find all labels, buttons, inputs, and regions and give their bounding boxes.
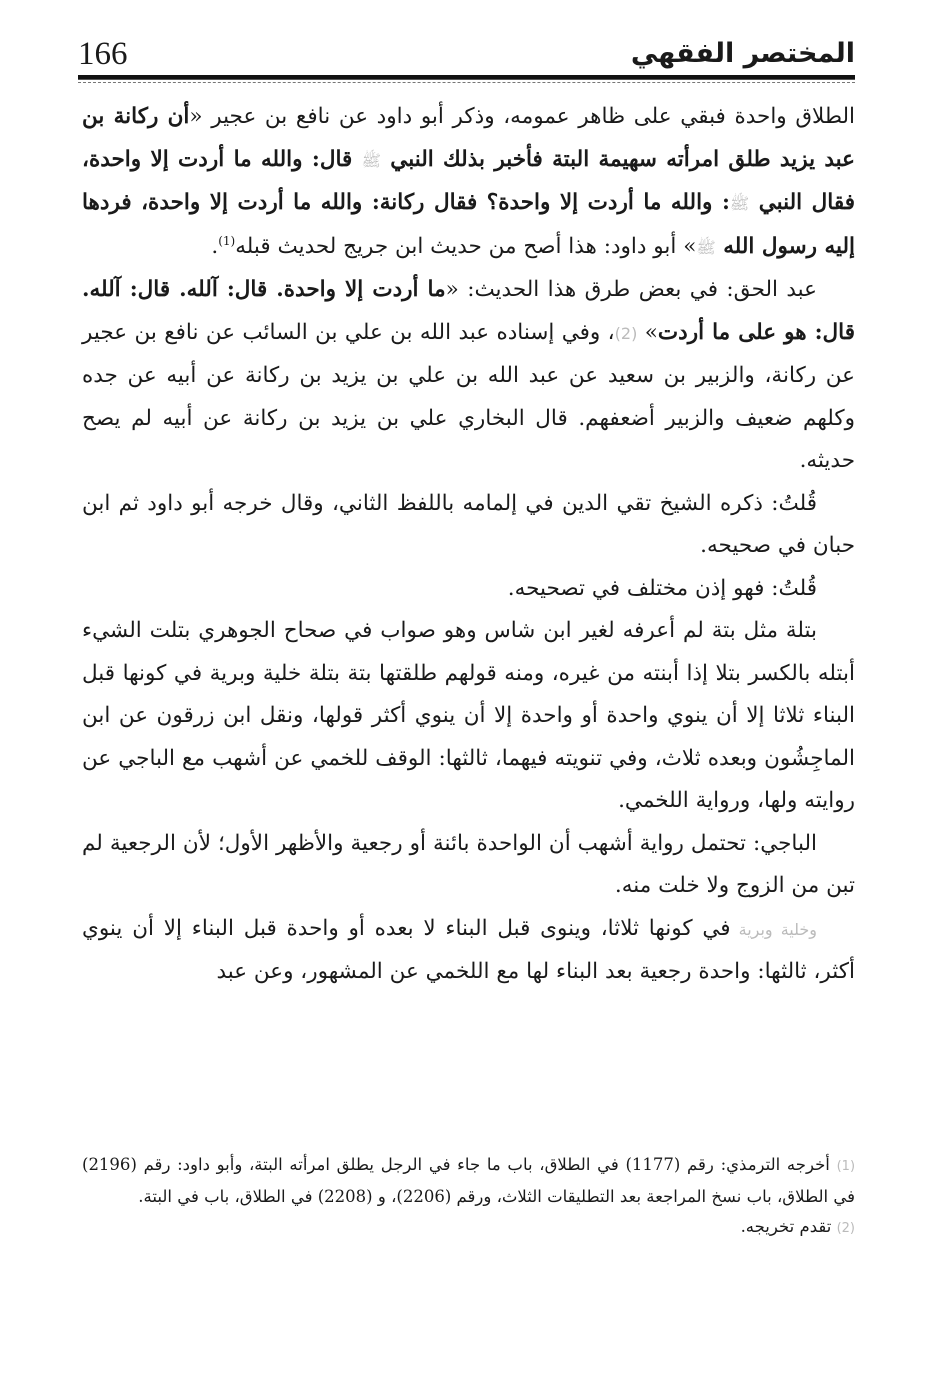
text-segment: عبد الحق: في بعض طرق هذا الحديث: « [445,277,817,302]
text-segment: أن ركانة بن عبد يزيد طلق امرأته سهيمة البتة فأخبر بذلك النبي [82,104,855,172]
paragraph [82,908,855,994]
paragraph [82,610,855,823]
page-number: 166 [78,36,128,72]
footnote-ref: (1) [218,233,236,248]
honorific-mark: ﷺ [361,150,381,170]
honorific-mark: ﷺ [729,194,750,213]
text-segment: » أبو داود: هذا أصح من حديث ابن جريج لحديث قبله [235,233,697,259]
text-segment: ما أردت إلا واحدة. قال: آلله. قال: آلله. قال: هو على ما أردت [82,277,855,345]
text-segment: : والله ما أردت إلا واحدة؟ فقال ركانة: والله ما أردت إلا واحدة، فردها إليه رسول الله [82,190,855,259]
paragraph [82,823,855,908]
main-text [82,96,855,994]
paragraph [82,96,855,269]
text-segment: ، وفي إسناده عبد الله بن علي بن السائب عن نافع بن عجير عن ركانة، والزبير بن سعيد عن عبد الله بن علي بن يزيد بن ركانة عن أبيه عن جده وكلهم ضعيف والزبير أضعفهم. قال البخاري علي بن يزيد بن ركانة عن أبيه لم يصح حديثه. [82,319,855,473]
text-segment: الطلاق واحدة فبقي على ظاهر عمومه، وذكر أبو داود عن نافع بن عجير « [189,104,855,129]
text-segment: . [211,233,219,259]
footnote-mark: (1) [836,1159,856,1174]
honorific-mark: وخلية وبرية [730,919,818,939]
page-header [78,30,855,74]
footnote [82,1212,855,1244]
text-segment: الباجي: تحتمل رواية أشهب أن الواحدة بائنة أو رجعية والأظهر الأول؛ لأن الرجعية لم تبن من الزوج ولا خلت منه. [82,830,855,898]
footnote [82,1150,855,1212]
honorific-mark: (2) [614,323,638,343]
footnotes [82,1150,855,1244]
paragraph [82,483,855,568]
footnote-text: أخرجه الترمذي: رقم (1177) في الطلاق، باب ما جاء في الرجل يطلق امرأته البتة، وأبو داود: رقم (2196) في الطلاق، باب نسخ المراجعة بعد التطليقات الثلاث، ورقم (2206)، و (2208) في الطلاق، باب في البتة. [82,1155,855,1206]
text-segment: قُلتُ: ذكره الشيخ تقي الدين في إلمامه باللفظ الثاني، وقال خرجه أبو داود ثم ابن حبان في صحيحه. [82,490,855,558]
header-rule [78,75,855,80]
honorific-mark: ﷺ [696,237,716,257]
book-title: المختصر الفقهي [630,38,855,69]
text-segment: قال: والله ما أردت إلا واحدة، فقال النبي [82,146,855,215]
text-segment: » [637,319,658,345]
text-segment: قُلتُ: فهو إذن مختلف في تصحيحه. [507,575,817,601]
text-segment: في كونها ثلاثا، وينوى قبل البناء لا بعده أو واحدة قبل البناء إلا أن ينوي أكثر، ثالثها: واحدة رجعية بعد البناء لها مع اللخمي عن المشهور، وعن عبد [82,915,855,984]
paragraph [82,568,855,611]
footnote-text: تقدم تخريجه. [740,1217,837,1236]
text-segment: بتلة مثل بتة لم أعرفه لغير ابن شاس وهو صواب في صحاح الجوهري بتلت الشيء أبتله بالكسر بتلا إذا أبنته من غيره، ومنه قولهم طلقتها بتة بتلة خلية وبرية في كونها قبل البناء ثلاثا إلا أن ينوي واحدة أو واحدة إلا أن ينوي أكثر قولها، ونقل ابن زرقون عن ابن الماجِشُون وبعده ثلاث، وفي تنويته فيهما، ثالثها: الوقف للخمي عن أشهب مع الباجي عن روايته ولها، ورواية اللخمي. [82,618,855,813]
header-rule-secondary [78,82,855,83]
paragraph [82,269,855,483]
footnote-mark: (2) [836,1221,855,1236]
